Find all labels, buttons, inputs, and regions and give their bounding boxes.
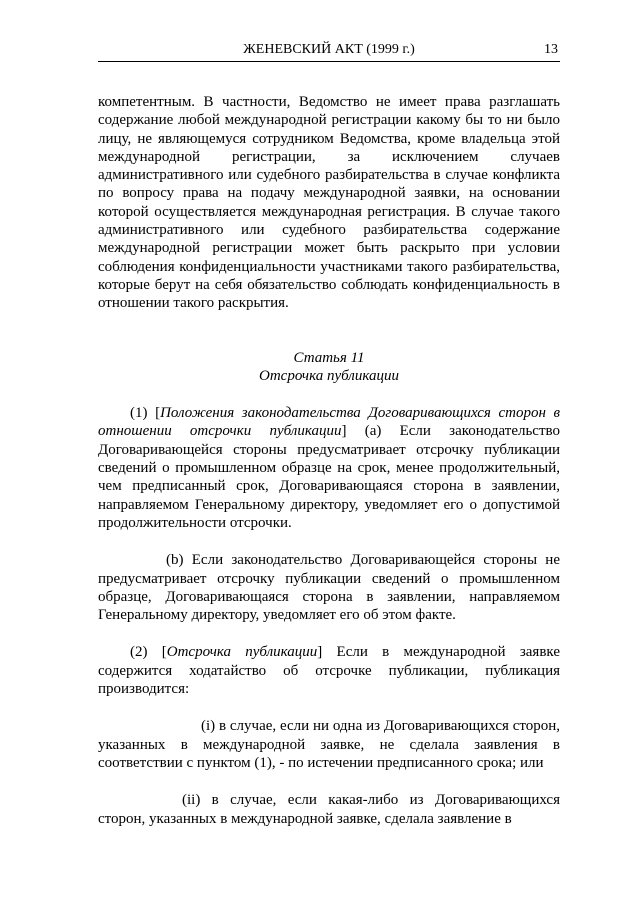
paragraph-1-number: (1) [ — [130, 405, 161, 422]
paragraph-1-heading: Положения законодательства Договаривающихся сторон в отношении отсрочки публикации — [98, 405, 560, 440]
paragraph-1a — [98, 404, 560, 532]
paragraph-1b: (b) Если законодательство Договаривающейся стороны не предусматривает отсрочку публикации сведений о промышленном образце, Договаривающаяся сторона в заявлении, направляемом Генеральному директору, уведомляет его об этом факте. — [98, 552, 560, 624]
article-number: Статья 11 — [293, 349, 365, 366]
paragraph-2-text: ] Если в международной заявке содержится ходатайство об отсрочке публикации, публикация производится: — [98, 644, 560, 698]
running-header — [98, 41, 560, 62]
paragraph-2-item-i: (i) в случае, если ни одна из Договаривающихся сторон, указанных в международной заявке, не сделала заявления в соответствии с пунктом (1), - по истечении предписанного срока; или — [98, 718, 560, 771]
paragraph-2-heading: Отсрочка публикации — [166, 644, 318, 661]
article-title: Отсрочка публикации — [259, 367, 399, 384]
paragraph-1a-text: ] (a) Если законодательство Договаривающейся стороны предусматривает отсрочку публикации сведений о промышленном образце на срок, менее продолжительный, чем предписанный срок, Договаривающаяся сторона в заявлении, направляемом Генеральному директору, уведомляет его о допустимой продолжительности отсрочки. — [98, 423, 560, 531]
paragraph-2-number: (2) [ — [130, 644, 167, 661]
document-body — [98, 93, 560, 828]
header-title: ЖЕНЕВСКИЙ АКТ (1999 г.) — [243, 42, 415, 57]
continuation-paragraph: компетентным. В частности, Ведомство не имеет права разглашать содержание любой международной регистрации какому бы то ни было лицу, не являющемуся сотрудником Ведомства, кроме владельца этой международной регистрации, за исключением случаев административного или судебного разбирательства в случае конфликта по вопросу права на подачу международной заявки, на основании которой осуществляется международная регистрация. В случае такого административного или судебного разбирательства содержание международной регистрации может быть раскрыто при условии соблюдения конфиденциальности участниками такого разбирательства, которые берут на себя обязательство соблюдать конфиденциальность в отношении такого раскрытия. — [98, 94, 560, 312]
page-number: 13 — [544, 42, 558, 57]
paragraph-2-item-ii: (ii) в случае, если какая-либо из Договаривающихся сторон, указанных в международной заявке, сделала заявление в — [98, 792, 560, 827]
paragraph-2 — [98, 643, 560, 698]
